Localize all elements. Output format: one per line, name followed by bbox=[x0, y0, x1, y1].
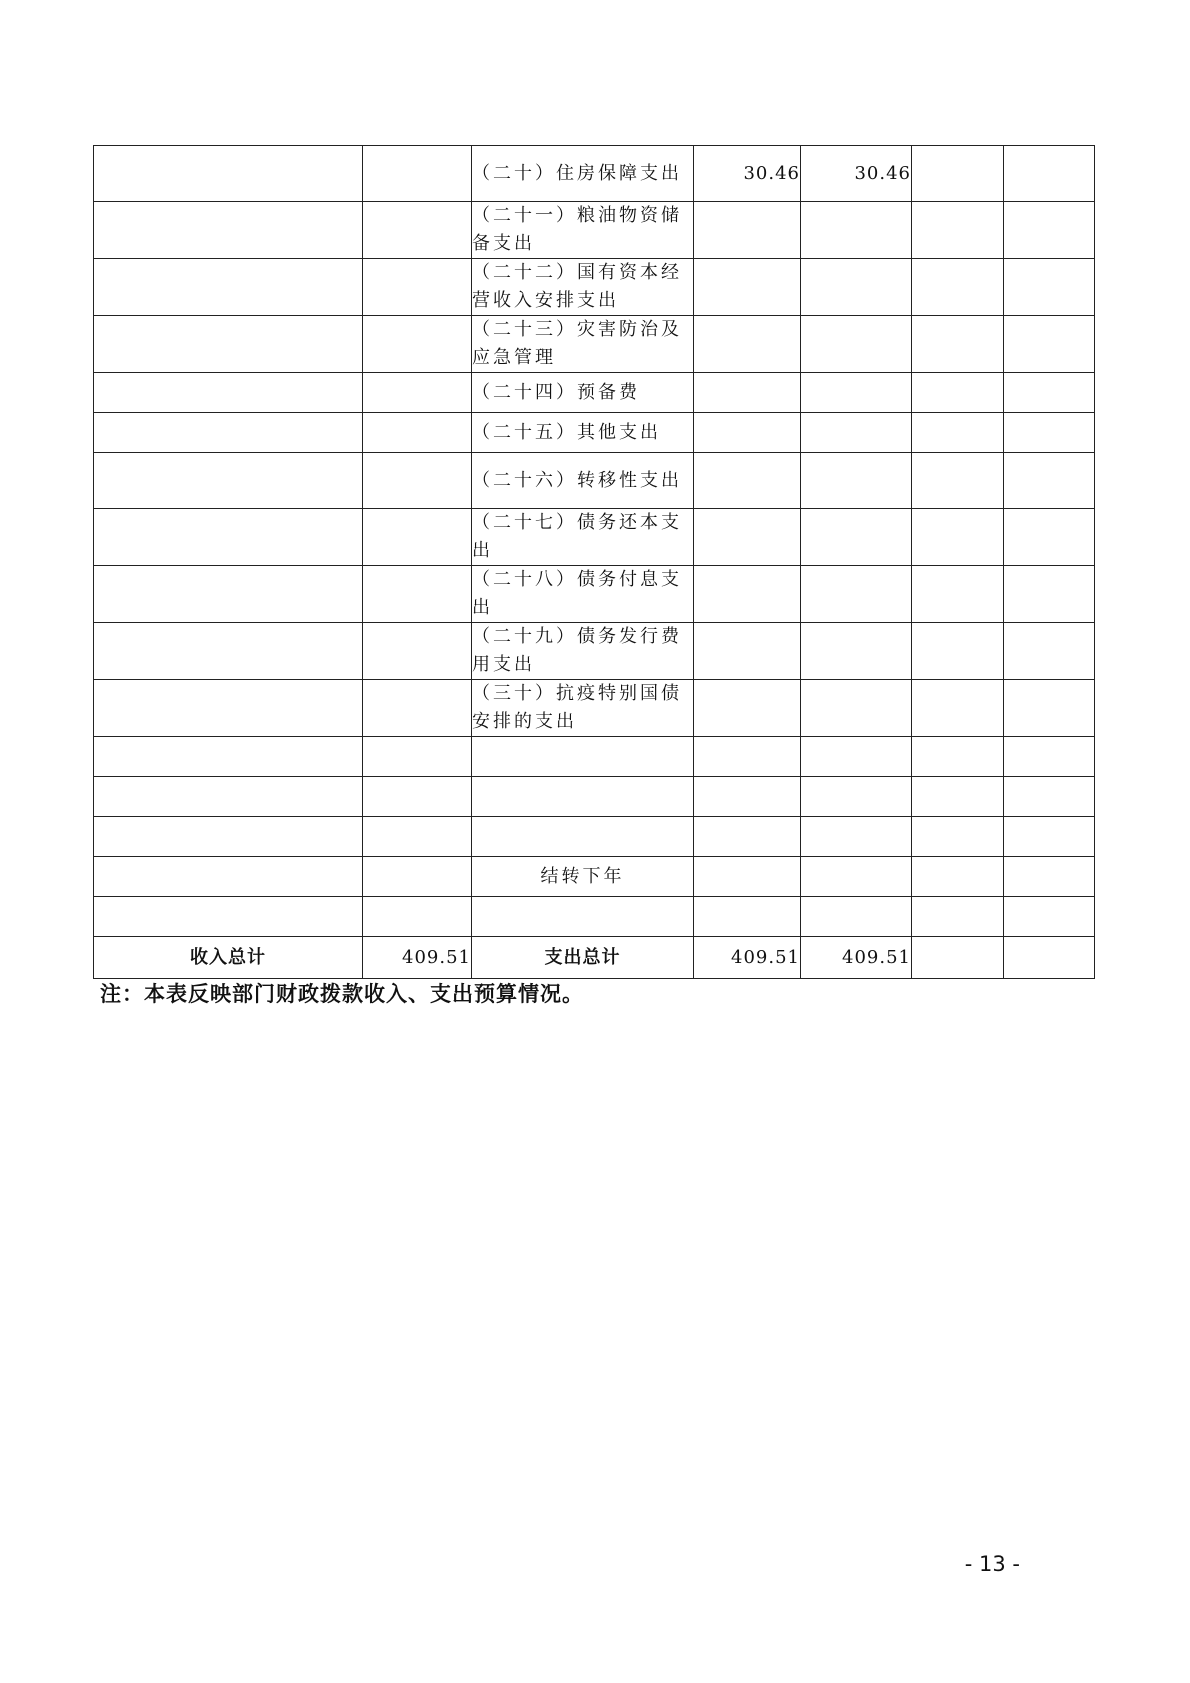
expense-value: 30.46 bbox=[694, 146, 801, 202]
expense-item: （二十五）其他支出 bbox=[472, 413, 694, 453]
expense-item: （二十二）国有资本经营收入安排支出 bbox=[472, 259, 694, 316]
table-row bbox=[94, 623, 1095, 680]
expense-value bbox=[694, 566, 801, 623]
table-row bbox=[94, 259, 1095, 316]
expense-item: （三十）抗疫特别国债安排的支出 bbox=[472, 680, 694, 737]
carry-forward-row bbox=[94, 857, 1095, 897]
expense-value bbox=[694, 259, 801, 316]
empty-row bbox=[94, 817, 1095, 857]
expense-value bbox=[694, 202, 801, 259]
table-row bbox=[94, 680, 1095, 737]
expense-value bbox=[801, 453, 912, 509]
table-row bbox=[94, 202, 1095, 259]
expense-item: （二十六）转移性支出 bbox=[472, 453, 694, 509]
empty-row bbox=[94, 777, 1095, 817]
expense-value bbox=[801, 259, 912, 316]
expense-value bbox=[801, 680, 912, 737]
expense-item: （二十九）债务发行费用支出 bbox=[472, 623, 694, 680]
table-note: 注：本表反映部门财政拨款收入、支出预算情况。 bbox=[100, 981, 584, 1006]
expense-total-label: 支出总计 bbox=[472, 937, 694, 979]
expense-value bbox=[801, 566, 912, 623]
expense-item: （二十四）预备费 bbox=[472, 373, 694, 413]
expense-value bbox=[801, 202, 912, 259]
expense-value bbox=[801, 413, 912, 453]
expense-value bbox=[694, 680, 801, 737]
table-row bbox=[94, 509, 1095, 566]
table-row bbox=[94, 146, 1095, 202]
table-row bbox=[94, 453, 1095, 509]
income-total-value: 409.51 bbox=[363, 937, 472, 979]
expense-item: （二十七）债务还本支出 bbox=[472, 509, 694, 566]
expense-item: （二十）住房保障支出 bbox=[472, 146, 694, 202]
table-row bbox=[94, 413, 1095, 453]
expense-value bbox=[801, 316, 912, 373]
expense-value: 30.46 bbox=[801, 146, 912, 202]
expense-value bbox=[694, 413, 801, 453]
page-number: - 13 - bbox=[964, 1552, 1020, 1576]
empty-row bbox=[94, 737, 1095, 777]
expense-item: （二十八）债务付息支出 bbox=[472, 566, 694, 623]
expense-value bbox=[694, 373, 801, 413]
empty-row bbox=[94, 897, 1095, 937]
totals-row bbox=[94, 937, 1095, 979]
expense-value bbox=[801, 509, 912, 566]
table-row bbox=[94, 566, 1095, 623]
expense-item: （二十一）粮油物资储备支出 bbox=[472, 202, 694, 259]
income-total-label: 收入总计 bbox=[94, 937, 363, 979]
expense-value bbox=[694, 316, 801, 373]
budget-table bbox=[93, 145, 1095, 979]
expense-value bbox=[694, 623, 801, 680]
carry-forward-label: 结转下年 bbox=[472, 857, 694, 897]
expense-value bbox=[801, 623, 912, 680]
expense-value bbox=[694, 453, 801, 509]
table-row bbox=[94, 316, 1095, 373]
expense-total-value: 409.51 bbox=[694, 937, 801, 979]
table-row bbox=[94, 373, 1095, 413]
expense-item: （二十三）灾害防治及应急管理 bbox=[472, 316, 694, 373]
expense-total-value: 409.51 bbox=[801, 937, 912, 979]
expense-value bbox=[801, 373, 912, 413]
expense-value bbox=[694, 509, 801, 566]
